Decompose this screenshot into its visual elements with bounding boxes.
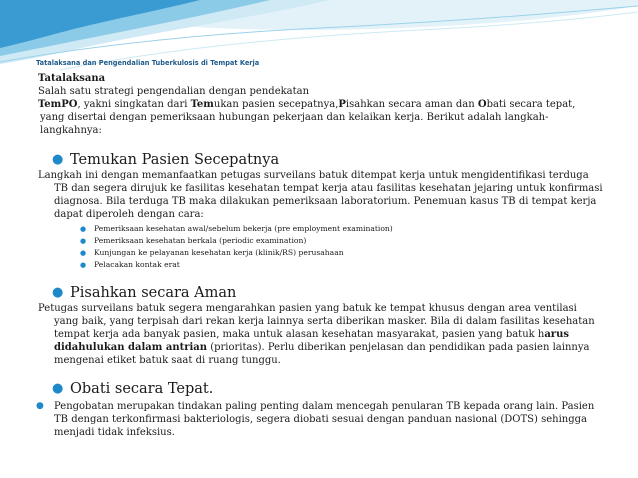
slide-header: Tatalaksana dan Pengendalian Tuberkulosis di Tempat Kerja bbox=[36, 59, 260, 67]
section-2-title bbox=[38, 284, 603, 302]
section-2-text: (prioritas). Perlu diberikan penjelasan dan pendidikan pada pasien lainnya mengenai etiket batuk saat di ruang tunggu. bbox=[54, 342, 590, 366]
bullet-icon: ● bbox=[52, 152, 64, 167]
tempo-acronym: TemPO bbox=[38, 99, 78, 110]
list-item bbox=[38, 235, 603, 247]
section-3-title-text: Obati secara Tepat. bbox=[70, 381, 214, 397]
list-item-text: Kunjungan ke pelayanan kesehatan kerja (klinik/RS) perusahaan bbox=[94, 248, 344, 257]
section-1-title bbox=[38, 151, 603, 169]
intro-line-3: yang disertai dengan pemeriksaan hubungan pekerjaan dan kelaikan kerja. Berikut adalah langkah-langkahnya: bbox=[40, 112, 549, 136]
intro-line-2 bbox=[38, 98, 603, 111]
list-item-text: Pemeriksaan kesehatan berkala (periodic examination) bbox=[94, 236, 307, 245]
section-2-body bbox=[38, 302, 603, 367]
bullet-icon: ● bbox=[80, 237, 87, 245]
section-2-bold-text: arus didahulukan dalam antrian bbox=[54, 329, 569, 353]
bullet-icon: ● bbox=[80, 225, 87, 233]
section-2-text: Petugas surveilans batuk segera mengarahkan pasien yang batuk ke tempat khusus dengan area ventilasi yang baik, yang terpisah dari rekan kerja lainnya serta diberikan masker. Bila di dalam fasilitas kesehatan tempat kerja ada banyak pasien, maka untuk alasan kesehatan masyarakat, pasien yang batuk h bbox=[38, 303, 595, 340]
list-item bbox=[38, 259, 603, 271]
section-3-title bbox=[38, 380, 603, 398]
bullet-icon: ● bbox=[80, 261, 87, 269]
list-item-text: Pelacakan kontak erat bbox=[94, 260, 180, 269]
intro-line-1: Salah satu strategi pengendalian dengan pendekatan bbox=[38, 86, 310, 97]
section-1-title-text: Temukan Pasien Secepatnya bbox=[70, 152, 280, 168]
section-2-title-text: Pisahkan secara Aman bbox=[70, 285, 237, 301]
section-3-body bbox=[38, 400, 603, 439]
bullet-icon: ● bbox=[80, 249, 87, 257]
section-1-list bbox=[38, 223, 603, 271]
bullet-icon: ● bbox=[36, 401, 44, 411]
intro-heading: Tatalaksana bbox=[38, 73, 106, 84]
intro-bold-part: Tem bbox=[190, 99, 214, 110]
intro-text-part: ukan pasien secepatnya, bbox=[213, 99, 339, 110]
wave-decoration bbox=[0, 0, 638, 80]
bullet-icon: ● bbox=[52, 285, 64, 300]
intro-text-part: isahkan secara aman dan bbox=[345, 99, 478, 110]
intro-bold-part: P bbox=[338, 99, 346, 110]
intro-text-part: bati secara tepat, bbox=[486, 99, 576, 110]
section-1-body: Langkah ini dengan memanfaatkan petugas surveilans batuk ditempat kerja untuk mengidentifikasi terduga TB dan segera dirujuk ke fasilitas kesehatan tempat kerja atau fasilitas kesehatan jejaring untuk konfirmasi diagnosa. Bila terduga TB maka dilakukan pemeriksaan laboratorium. Penemuan kasus TB di tempat kerja dapat diperoleh dengan cara: bbox=[38, 170, 603, 220]
list-item bbox=[38, 247, 603, 259]
bullet-icon: ● bbox=[52, 381, 64, 396]
list-item-text: Pemeriksaan kesehatan awal/sebelum bekerja (pre employment examination) bbox=[94, 224, 393, 233]
slide-content bbox=[38, 72, 603, 439]
section-3-text: Pengobatan merupakan tindakan paling penting dalam mencegah penularan TB kepada orang lain. Pasien TB dengan terkonfirmasi bakteriologis, segera diobati sesuai dengan panduan nasional (DOTS) sehingga menjadi tidak infeksius. bbox=[54, 401, 595, 438]
intro-text-part: , yakni singkatan dari bbox=[77, 99, 191, 110]
intro-bold-part: O bbox=[477, 99, 487, 110]
list-item bbox=[38, 223, 603, 235]
